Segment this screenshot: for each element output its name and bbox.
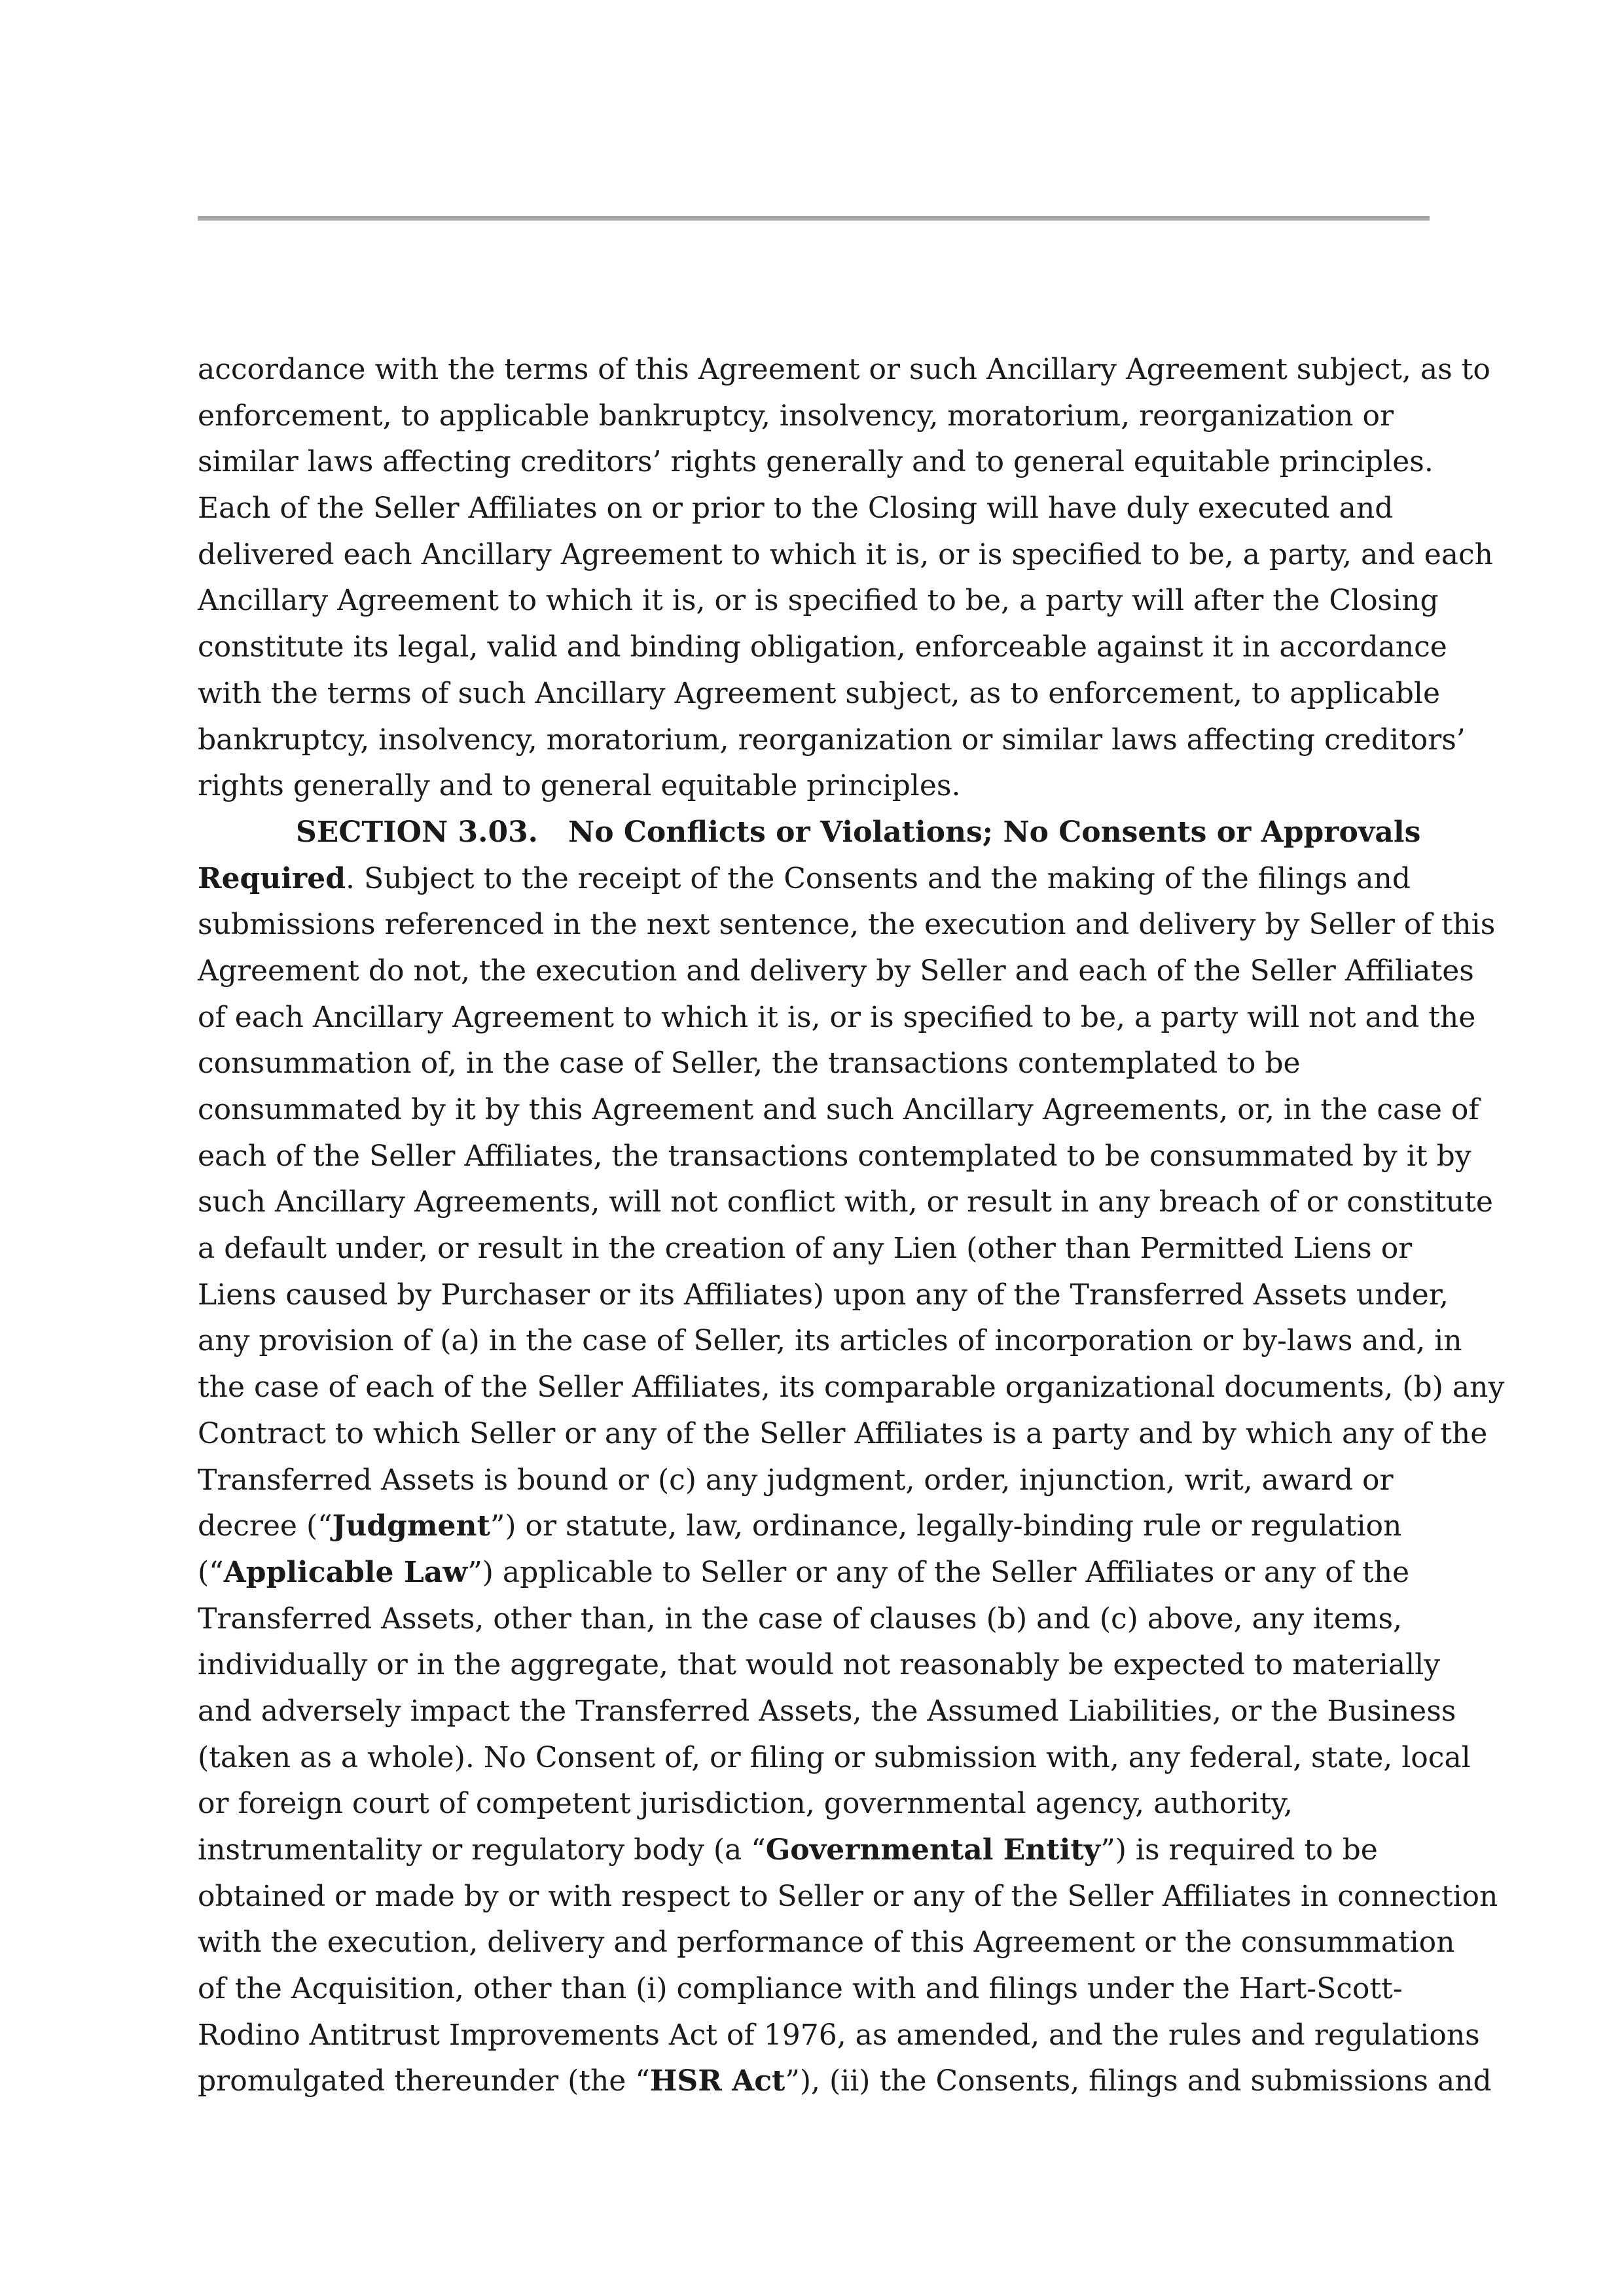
- section-title-end: Required: [198, 861, 346, 895]
- text-fragment: (“: [198, 1555, 224, 1589]
- text-line: consummated by it by this Agreement and such Ancillary Agreements, or, in the case of: [198, 1093, 1479, 1126]
- text-line-governmental-entity: [198, 1827, 1430, 1874]
- text-line: similar laws affecting creditors’ rights generally and to general equitable principles.: [198, 445, 1434, 479]
- text-line: accordance with the terms of this Agreement or such Ancillary Agreement subject, as to: [198, 353, 1490, 386]
- text-line: Agreement do not, the execution and delivery by Seller and each of the Seller Affiliates: [198, 954, 1474, 988]
- text-line: or foreign court of competent jurisdiction, governmental agency, authority,: [198, 1787, 1293, 1821]
- text-fragment: instrumentality or regulatory body (a “: [198, 1833, 766, 1867]
- text-line-judgment: [198, 1503, 1430, 1550]
- text-line: consummation of, in the case of Seller, the transactions contemplated to be: [198, 1047, 1301, 1081]
- section-heading: [198, 810, 1430, 856]
- text-line: a default under, or result in the creation of any Lien (other than Permitted Liens or: [198, 1232, 1413, 1266]
- text-line: Contract to which Seller or any of the Seller Affiliates is a party and by which any of the: [198, 1416, 1488, 1450]
- text-line: Ancillary Agreement to which it is, or is specified to be, a party will after the Closing: [198, 584, 1439, 618]
- text-line-hsr-act: [198, 2058, 1492, 2105]
- defined-term-applicable-law: Applicable Law: [223, 1555, 468, 1589]
- text-fragment: ”) or statute, law, ordinance, legally-binding rule or regulation: [490, 1509, 1402, 1543]
- text-line: each of the Seller Affiliates, the transactions contemplated to be consummated by it by: [198, 1139, 1471, 1173]
- text-fragment: promulgated thereunder (the “: [198, 2064, 650, 2098]
- text-fragment: ”), (ii) the Consents, filings and submissions and: [785, 2064, 1492, 2098]
- text-line: such Ancillary Agreements, will not conflict with, or result in any breach of or constitute: [198, 1185, 1493, 1219]
- text-fragment: ”) is required to be: [1100, 1833, 1378, 1867]
- header-rule: [198, 216, 1430, 221]
- text-fragment: decree (“: [198, 1509, 333, 1543]
- text-line: Each of the Seller Affiliates on or prior to the Closing will have duly executed and: [198, 492, 1394, 526]
- text-line: Liens caused by Purchaser or its Affiliates) upon any of the Transferred Assets under,: [198, 1278, 1449, 1312]
- text-line: and adversely impact the Transferred Assets, the Assumed Liabilities, or the Business: [198, 1694, 1456, 1728]
- text-line-applicable-law: [198, 1550, 1430, 1596]
- section-text-start: . Subject to the receipt of the Consents and the making of the filings and: [345, 861, 1411, 895]
- text-line: bankruptcy, insolvency, moratorium, reorganization or similar laws affecting creditors’: [198, 723, 1466, 757]
- document-body: [198, 347, 1505, 2105]
- section-title: No Conflicts or Violations; No Consents or Approvals: [568, 815, 1421, 849]
- text-line: of each Ancillary Agreement to which it is, or is specified to be, a party will not and the: [198, 1000, 1476, 1034]
- section-heading-continuation: [198, 856, 1430, 903]
- defined-term-judgment: Judgment: [332, 1509, 490, 1543]
- text-line: constitute its legal, valid and binding obligation, enforceable against it in accordance: [198, 630, 1447, 664]
- text-fragment: ”) applicable to Seller or any of the Seller Affiliates or any of the: [467, 1555, 1410, 1589]
- text-line: obtained or made by or with respect to Seller or any of the Seller Affiliates in connection: [198, 1879, 1498, 1913]
- text-line: Transferred Assets, other than, in the case of clauses (b) and (c) above, any items,: [198, 1602, 1403, 1636]
- text-line: Rodino Antitrust Improvements Act of 1976, as amended, and the rules and regulations: [198, 2018, 1480, 2052]
- text-line: submissions referenced in the next sentence, the execution and delivery by Seller of this: [198, 908, 1496, 942]
- text-line: any provision of (a) in the case of Seller, its articles of incorporation or by-laws and, in: [198, 1324, 1462, 1358]
- text-line: (taken as a whole). No Consent of, or filing or submission with, any federal, state, local: [198, 1740, 1471, 1774]
- section-number: SECTION 3.03.: [296, 815, 539, 849]
- text-line: of the Acquisition, other than (i) compliance with and filings under the Hart-Scott-: [198, 1972, 1403, 2006]
- text-line: the case of each of the Seller Affiliates, its comparable organizational documents, (b) any: [198, 1371, 1505, 1405]
- text-line: delivered each Ancillary Agreement to which it is, or is specified to be, a party, and each: [198, 537, 1493, 571]
- text-line: Transferred Assets is bound or (c) any judgment, order, injunction, writ, award or: [198, 1463, 1394, 1497]
- text-line: with the terms of such Ancillary Agreement subject, as to enforcement, to applicable: [198, 676, 1441, 710]
- text-line: with the execution, delivery and performance of this Agreement or the consummation: [198, 1926, 1455, 1960]
- text-line: individually or in the aggregate, that would not reasonably be expected to materially: [198, 1648, 1441, 1682]
- text-line: rights generally and to general equitable principles.: [198, 769, 961, 803]
- defined-term-hsr-act: HSR Act: [649, 2064, 785, 2098]
- defined-term-governmental-entity: Governmental Entity: [765, 1833, 1101, 1867]
- text-line: enforcement, to applicable bankruptcy, insolvency, moratorium, reorganization or: [198, 399, 1394, 433]
